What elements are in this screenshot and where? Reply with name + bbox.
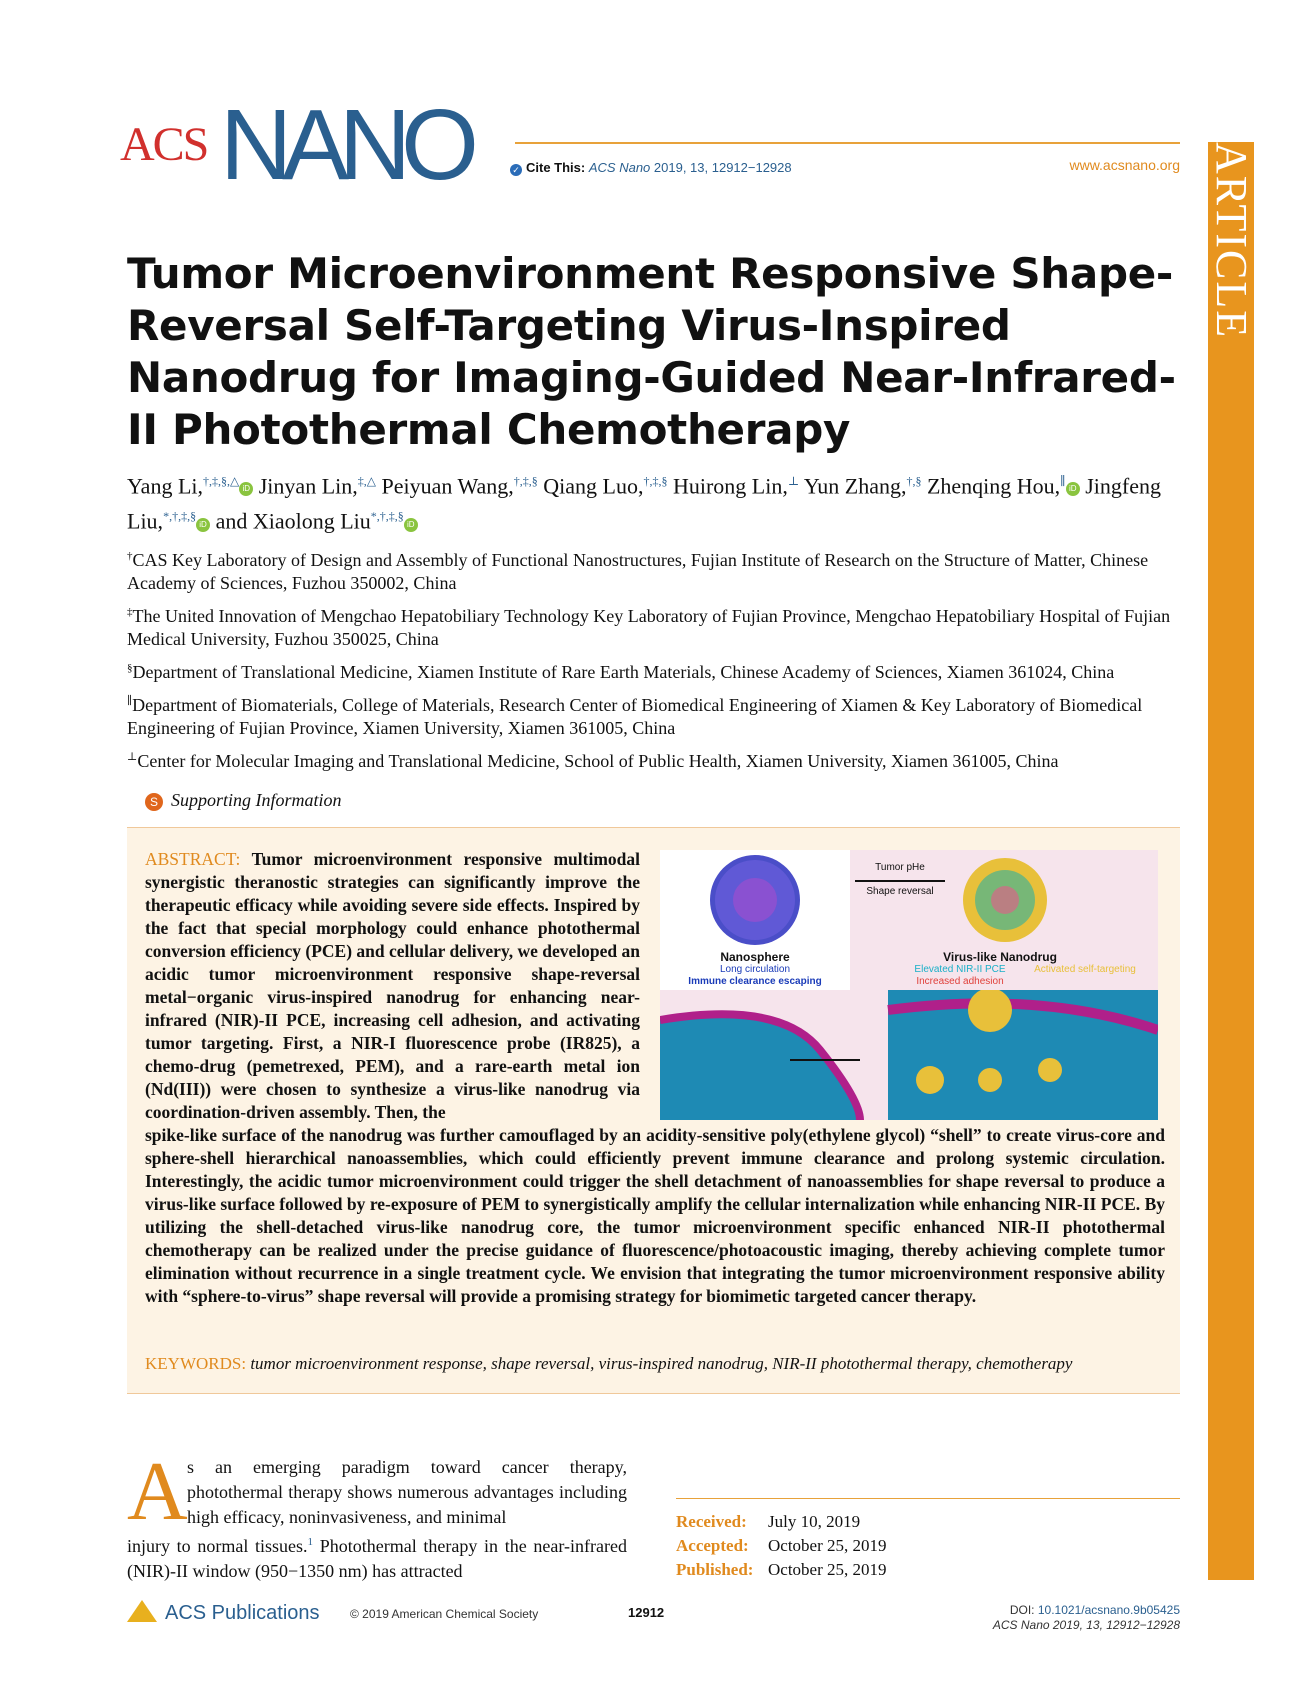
abstract-column [145, 848, 640, 1124]
affiliation-mark: § [127, 662, 133, 674]
toc-adhesion: Increased adhesion [916, 976, 1004, 987]
article-title: Tumor Microenvironment Responsive Shape-Reversal Self-Targeting Virus-Inspired Nanodrug for Imaging-Guided Near-Infrared-II Photothermal Chemotherapy [127, 249, 1176, 454]
keywords-text: tumor microenvironment response, shape reversal, virus-inspired nanodrug, NIR-II photothermal therapy, chemotherapy [250, 1354, 1073, 1373]
abstract-label: ABSTRACT: [145, 849, 241, 869]
body-rest: injury to normal tissues. [127, 1536, 308, 1556]
author-marks: ⊥ [787, 474, 800, 488]
toc-arrow-right [855, 880, 945, 882]
date-value: October 25, 2019 [768, 1536, 887, 1555]
toc-long-circ: Long circulation [719, 964, 791, 975]
author-marks: †,‡,§ [643, 474, 668, 488]
toc-virus-like: Virus-like Nanodrug [943, 950, 1057, 964]
footer-journal-ref: ACS Nano 2019, 13, 12912−12928 [992, 1618, 1180, 1632]
author: Jingfeng Liu, [127, 473, 1161, 534]
dates-rule [676, 1498, 1180, 1499]
toc-graphic [660, 850, 1158, 1120]
tumor-tissue-illustration [660, 990, 1158, 1120]
affiliation-text: Center for Molecular Imaging and Translational Medicine, School of Public Health, Xiamen University, Xiamen 361005, China [137, 751, 1059, 771]
keywords [145, 1352, 1155, 1375]
article-dates [676, 1510, 887, 1582]
author-marks: ∥ [1060, 474, 1066, 488]
affiliation-mark: ⊥ [127, 751, 138, 763]
affiliation-mark: ∥ [127, 695, 133, 707]
toc-activated: Activated self-targeting [1034, 964, 1136, 975]
date-row [676, 1510, 887, 1534]
author-marks: †,§ [906, 474, 922, 488]
copyright: © 2019 American Chemical Society [350, 1607, 539, 1621]
affiliation [127, 746, 1182, 773]
cite-ref: 2019, 13, 12912−12928 [653, 160, 792, 175]
author: Yang Li, [127, 473, 204, 499]
affiliations [127, 545, 1182, 779]
author-marks: *,†,‡,§ [370, 509, 404, 524]
author: Jinyan Lin, [258, 473, 358, 499]
acs-publications-icon [127, 1600, 157, 1622]
header-rule [515, 142, 1180, 144]
author-marks: †,‡,§,△ [203, 474, 240, 488]
affiliation-mark: † [127, 550, 133, 562]
body-first-lines: s an emerging paradigm toward cancer therapy, photothermal therapy shows numerous advantages including high efficacy, noninvasiveness, and minimal [187, 1457, 627, 1527]
abstract-full-text: spike-like surface of the nanodrug was further camouflaged by an acidity-sensitive poly(ethylene glycol) “shell” to create virus-core and sphere-shell hierarchical nanoassemblies, which could efficiently prevent immune clearance and prolong systemic circulation. Interestingly, the acidic tumor microenvironment could trigger the shell detachment of nanoassemblies for shape reversal to produce a virus-like surface followed by re-exposure of PEM to synergistically amplify the cellular internalization while enhancing NIR-II PCE. By utilizing the shell-detached virus-like nanodrug core, the tumor microenvironment specific enhanced NIR-II photothermal chemotherapy can be realized under the precise guidance of fluorescence/photoacoustic imaging, thereby achieving complete tumor elimination without recurrence in a single treatment cycle. We envision that integrating the tumor microenvironment responsive ability with “sphere-to-virus” shape reversal will provide a promising strategy for biomimetic targeted cancer therapy. [145, 1125, 1165, 1306]
orcid-icon[interactable]: iD [196, 518, 210, 532]
toc-nanosphere: Nanosphere [720, 950, 790, 964]
date-label: Accepted: [676, 1536, 749, 1555]
affiliation-text: CAS Key Laboratory of Design and Assembly of Functional Nanostructures, Fujian Institute of Research on the Structure of Matter, Chinese Academy of Sciences, Fuzhou 350002, China [127, 550, 1149, 593]
affiliation-text: The United Innovation of Mengchao Hepatobiliary Technology Key Laboratory of Fujian Province, Mengchao Hepatobiliary Hospital of Fujian Medical University, Fuzhou 350025, China [127, 606, 1171, 649]
author: Huirong Lin, [672, 473, 788, 499]
date-label: Received: [676, 1512, 747, 1531]
virus-illustration [945, 850, 1065, 950]
abstract-col-text: Tumor microenvironment responsive multimodal synergistic theranostic strategies can significantly improve the therapeutic efficacy while avoiding severe side effects. Inspired by the fact that special morphology could enhance photothermal conversion efficiency (PCE) and cellular delivery, we developed an acidic tumor microenvironment responsive shape-reversal metal−organic virus-inspired nanodrug for enhancing near-infrared (NIR)-II PCE, increasing cell adhesion, and activating tumor targeting. First, a NIR-I fluorescence probe (IR825), a chemo-drug (pemetrexed, PEM), and a rare-earth metal ion (Nd(III)) were chosen to synthesize a virus-like nanodrug via coordination-driven assembly. Then, the [145, 849, 640, 1122]
affiliation [127, 690, 1182, 740]
toc-elevated: Elevated NIR-II PCE [914, 964, 1006, 975]
ref-1-link[interactable]: 1 [307, 1536, 314, 1548]
body-text [127, 1455, 627, 1584]
toc-tumor-ph: Tumor pHe [875, 862, 925, 873]
author-marks: *,†,‡,§ [163, 509, 197, 524]
author-marks: †,‡,§ [513, 474, 538, 488]
publisher-logo[interactable]: ACS Publications [127, 1600, 320, 1625]
orcid-icon[interactable]: iD [404, 518, 418, 532]
affiliation [127, 601, 1182, 651]
logo-acs: ACS [120, 118, 208, 171]
keywords-label: KEYWORDS: [145, 1354, 247, 1373]
date-row [676, 1534, 887, 1558]
date-label: Published: [676, 1560, 754, 1579]
body-after: Photothermal therapy in the near-infrared (NIR)-II window (950−1350 nm) has attracted [127, 1536, 627, 1581]
affiliation-mark: ‡ [127, 606, 133, 618]
toc-immune: Immune clearance escaping [688, 976, 822, 987]
affiliation-text: Department of Biomaterials, College of Materials, Research Center of Biomedical Engineering of Xiamen & Key Laboratory of Biomedical Engineering of Fujian Province, Xiamen University, Xiamen 361005, China [127, 695, 1143, 738]
supporting-info-link[interactable]: S Supporting Information [145, 790, 342, 811]
cite-journal: ACS Nano [588, 160, 651, 175]
author-marks: ‡,△ [357, 474, 376, 488]
logo-nano: NANO [220, 89, 469, 201]
check-icon: ✓ [510, 164, 522, 176]
dropcap: A [127, 1445, 188, 1538]
page-number: 12912 [628, 1605, 665, 1620]
article-side-tab [1208, 142, 1254, 1580]
orcid-icon[interactable]: iD [239, 482, 253, 496]
doi-block: DOI: 10.1021/acsnano.9b05425 ACS Nano 2019, 13, 12912−12928 [992, 1603, 1180, 1632]
date-row [676, 1558, 887, 1582]
date-value: July 10, 2019 [768, 1512, 861, 1531]
website-link[interactable]: www.acsnano.org [1069, 157, 1180, 173]
cite-this[interactable]: ✓ Cite This: ACS Nano 2019, 13, 12912−12928 [510, 160, 792, 176]
toc-shape-rev: Shape reversal [866, 886, 934, 897]
affiliation [127, 657, 1182, 684]
author: Yun Zhang, [803, 473, 907, 499]
affiliation-text: Department of Translational Medicine, Xiamen Institute of Rare Earth Materials, Chinese Academy of Sciences, Xiamen 361024, China [132, 662, 1115, 682]
author: Zhenqing Hou, [926, 473, 1061, 499]
doi-link[interactable]: 10.1021/acsnano.9b05425 [1037, 1603, 1180, 1617]
author: and Xiaolong Liu [215, 508, 371, 534]
author: Peiyuan Wang, [381, 473, 514, 499]
date-value: October 25, 2019 [768, 1560, 887, 1579]
orcid-icon[interactable]: iD [1066, 482, 1080, 496]
author-list [127, 466, 1197, 537]
affiliation [127, 545, 1182, 595]
author: Qiang Luo, [543, 473, 644, 499]
supporting-info-icon: S [145, 793, 163, 811]
side-tab-label: ARTICLE [1207, 142, 1256, 340]
